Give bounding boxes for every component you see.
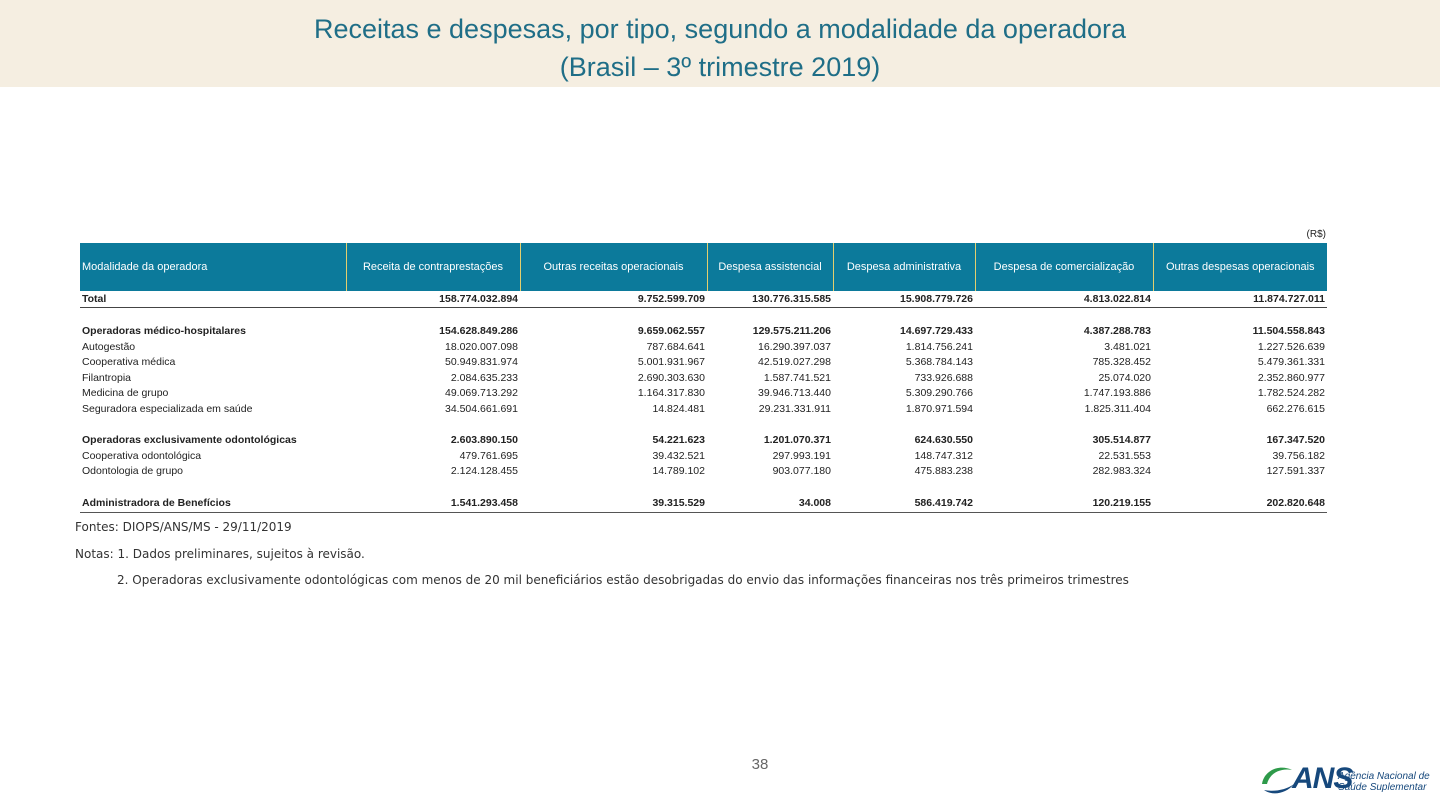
cell-value: 50.949.831.974 <box>445 356 518 369</box>
cell-value: 2.084.635.233 <box>450 371 518 384</box>
cell-value: 2.603.890.150 <box>450 434 518 447</box>
row-label: Cooperativa odontológica <box>82 449 202 462</box>
cell-value: 158.774.032.894 <box>346 291 520 308</box>
table-row-total <box>80 291 1327 308</box>
cell-value: 202.820.648 <box>1153 496 1327 513</box>
cell-value: 34.504.661.691 <box>445 402 518 415</box>
column-header-outras-despesas: Outras despesas operacionais <box>1153 243 1327 291</box>
column-header-receita-contraprestacoes: Receita de contraprestações <box>346 243 520 291</box>
cell-value: 903.077.180 <box>772 465 831 478</box>
logo-subtitle-line-1: Agência Nacional de <box>1338 771 1430 782</box>
finance-table <box>80 243 1327 513</box>
cell-value: 120.219.155 <box>975 496 1153 513</box>
ans-logo <box>1258 760 1433 800</box>
cell-value: 624.630.550 <box>914 434 973 447</box>
cell-value: 34.008 <box>707 496 833 513</box>
cell-value: 129.575.211.206 <box>752 325 831 338</box>
column-header-despesa-administrativa: Despesa administrativa <box>833 243 975 291</box>
cell-value: 49.069.713.292 <box>445 387 518 400</box>
cell-value: 154.628.849.286 <box>439 325 518 338</box>
table-spacer <box>80 417 1327 433</box>
slide-title <box>0 10 1440 86</box>
cell-value: 5.309.290.766 <box>905 387 973 400</box>
row-label: Total <box>80 291 346 308</box>
cell-value: 586.419.742 <box>833 496 975 513</box>
cell-value: 14.824.481 <box>652 402 705 415</box>
slide-title-line-1: Receitas e despesas, por tipo, segundo a modalidade da operadora <box>313 14 1127 44</box>
column-header-despesa-assistencial: Despesa assistencial <box>707 243 833 291</box>
logo-subtitle <box>1338 771 1430 793</box>
cell-value: 5.001.931.967 <box>637 356 705 369</box>
row-label: Operadoras médico-hospitalares <box>82 325 246 338</box>
cell-value: 1.164.317.830 <box>637 387 705 400</box>
cell-value: 39.946.713.440 <box>758 387 831 400</box>
row-label: Cooperativa médica <box>82 356 176 369</box>
cell-value: 29.231.331.911 <box>758 402 831 415</box>
page-number: 38 <box>751 756 769 773</box>
cell-value: 1.227.526.639 <box>1257 340 1325 353</box>
cell-value: 2.124.128.455 <box>450 465 518 478</box>
cell-value: 42.519.027.298 <box>758 356 831 369</box>
currency-note: (R$) <box>1306 229 1326 240</box>
cell-value: 1.587.741.521 <box>763 371 831 384</box>
cell-value: 1.782.524.282 <box>1257 387 1325 400</box>
table-header-row <box>80 243 1327 291</box>
cell-value: 14.789.102 <box>652 465 705 478</box>
logo-subtitle-line-2: Saúde Suplementar <box>1338 782 1427 793</box>
cell-value: 39.756.182 <box>1272 449 1325 462</box>
cell-value: 1.814.756.241 <box>905 340 973 353</box>
table-row <box>80 464 1327 480</box>
cell-value: 16.290.397.037 <box>758 340 831 353</box>
cell-value: 2.690.303.630 <box>637 371 705 384</box>
cell-value: 305.514.877 <box>1092 434 1151 447</box>
cell-value: 479.761.695 <box>459 449 518 462</box>
table-spacer <box>80 308 1327 325</box>
cell-value: 15.908.779.726 <box>833 291 975 308</box>
logo-ans-text: ANS <box>1292 762 1353 795</box>
slide-title-line-2: (Brasil – 3º trimestre 2019) <box>559 52 881 82</box>
cell-value: 1.870.971.594 <box>905 402 973 415</box>
table-row-group <box>80 324 1327 340</box>
row-label: Odontologia de grupo <box>82 465 183 478</box>
cell-value: 11.874.727.011 <box>1153 291 1327 308</box>
row-label: Administradora de Benefícios <box>80 496 346 513</box>
row-label: Autogestão <box>82 340 136 353</box>
cell-value: 130.776.315.585 <box>707 291 833 308</box>
cell-value: 22.531.553 <box>1098 449 1151 462</box>
cell-value: 14.697.729.433 <box>900 325 973 338</box>
cell-value: 3.481.021 <box>1104 340 1151 353</box>
cell-value: 297.993.191 <box>772 449 831 462</box>
cell-value: 4.387.288.783 <box>1083 325 1151 338</box>
cell-value: 25.074.020 <box>1098 371 1151 384</box>
cell-value: 5.479.361.331 <box>1257 356 1325 369</box>
note-1: Notas: 1. Dados preliminares, sujeitos à revisão. <box>75 547 365 561</box>
cell-value: 11.504.558.843 <box>1252 325 1325 338</box>
table-row <box>80 386 1327 402</box>
cell-value: 4.813.022.814 <box>975 291 1153 308</box>
table-row <box>80 355 1327 371</box>
table-row <box>80 340 1327 356</box>
row-label: Operadoras exclusivamente odontológicas <box>82 434 297 447</box>
cell-value: 9.752.599.709 <box>520 291 707 308</box>
column-header-despesa-comercializacao: Despesa de comercialização <box>975 243 1153 291</box>
cell-value: 787.684.641 <box>646 340 705 353</box>
cell-value: 1.201.070.371 <box>763 434 831 447</box>
row-label: Filantropia <box>82 371 132 384</box>
cell-value: 39.315.529 <box>520 496 707 513</box>
cell-value: 39.432.521 <box>652 449 705 462</box>
source-note: Fontes: DIOPS/ANS/MS - 29/11/2019 <box>75 520 292 534</box>
table-row-group <box>80 433 1327 449</box>
cell-value: 475.883.238 <box>914 465 973 478</box>
cell-value: 9.659.062.557 <box>637 325 705 338</box>
cell-value: 1.825.311.404 <box>1084 402 1151 415</box>
row-label: Seguradora especializada em saúde <box>82 402 253 415</box>
cell-value: 5.368.784.143 <box>905 356 973 369</box>
note-2: 2. Operadoras exclusivamente odontológicas com menos de 20 mil beneficiários estão desobrigadas do envio das informações financeiras nos três primeiros trimestres <box>117 573 1129 587</box>
column-header-outras-receitas: Outras receitas operacionais <box>520 243 707 291</box>
cell-value: 18.020.007.098 <box>445 340 518 353</box>
cell-value: 127.591.337 <box>1266 465 1325 478</box>
cell-value: 282.983.324 <box>1092 465 1151 478</box>
table-spacer <box>80 480 1327 496</box>
row-label: Medicina de grupo <box>82 387 169 400</box>
cell-value: 662.276.615 <box>1266 402 1325 415</box>
cell-value: 2.352.860.977 <box>1257 371 1325 384</box>
cell-value: 167.347.520 <box>1266 434 1325 447</box>
cell-value: 1.541.293.458 <box>346 496 520 513</box>
table-row <box>80 449 1327 465</box>
column-header-modalidade: Modalidade da operadora <box>80 243 346 291</box>
table-row <box>80 402 1327 418</box>
cell-value: 733.926.688 <box>914 371 973 384</box>
table-row <box>80 371 1327 387</box>
cell-value: 148.747.312 <box>914 449 973 462</box>
cell-value: 54.221.623 <box>652 434 705 447</box>
cell-value: 785.328.452 <box>1092 356 1151 369</box>
table-row-group <box>80 496 1327 513</box>
cell-value: 1.747.193.886 <box>1083 387 1151 400</box>
